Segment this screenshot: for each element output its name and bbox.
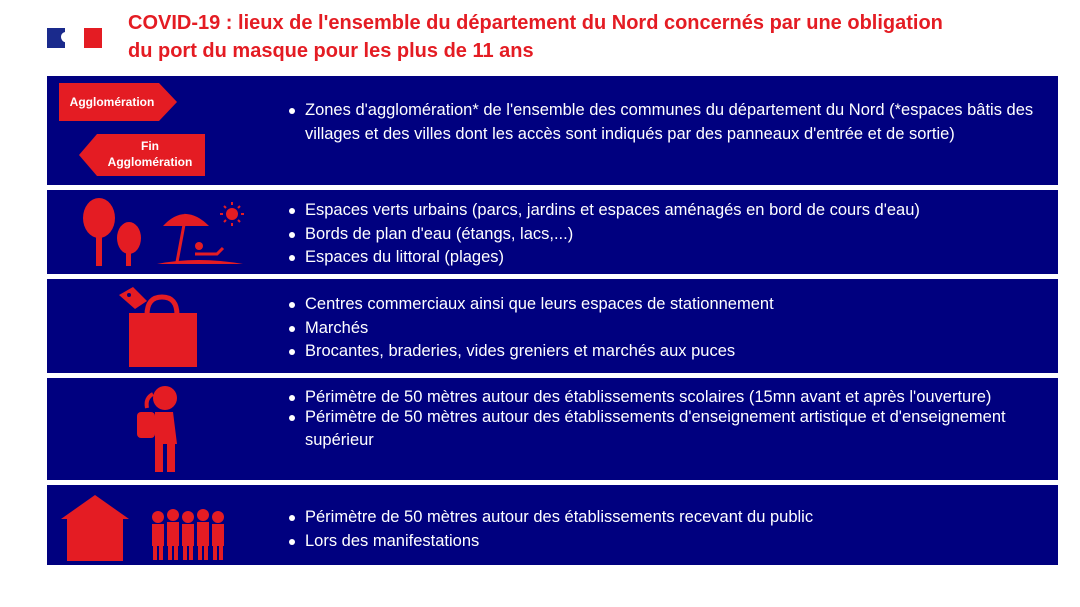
title-line-1: COVID-19 : lieux de l'ensemble du département du Nord concernés par une obligation — [128, 12, 943, 34]
row-public — [47, 485, 1058, 565]
republique-francaise-logo — [47, 28, 102, 48]
list-item: Bords de plan d'eau (étangs, lacs,...) — [287, 223, 1047, 247]
row-5-list — [287, 506, 1047, 553]
sign-entry-label: Agglomération — [69, 95, 155, 109]
list-item: Périmètre de 50 mètres autour des établissements d'enseignement artistique et d'enseignement supérieur — [287, 406, 1047, 453]
page-title — [128, 9, 1048, 65]
shopping-bag-icon — [117, 285, 201, 369]
sign-exit-line-1: Fin — [141, 139, 159, 153]
list-item: Périmètre de 50 mètres autour des établissements scolaires (15mn avant et après l'ouverture) — [287, 386, 1047, 410]
row-4-list — [287, 386, 1047, 453]
marianne-icon — [57, 30, 79, 46]
trees-beach-icon — [77, 196, 247, 268]
row-2-list — [287, 199, 1047, 270]
row-3-list — [287, 293, 1047, 364]
sign-exit-line-2: Agglomération — [107, 155, 193, 169]
title-line-2: du port du masque pour les plus de 11 ans — [128, 40, 534, 62]
row-green-spaces — [47, 190, 1058, 274]
student-icon — [133, 384, 185, 476]
row-shopping — [47, 279, 1058, 373]
list-item: Zones d'agglomération* de l'ensemble des communes du département du Nord (*espaces bâtis des villages et des villes dont les accès sont indiqués par des panneaux d'entrée et de sortie) — [287, 99, 1047, 146]
list-item: Brocantes, braderies, vides greniers et marchés aux puces — [287, 340, 1047, 364]
sign-exit-label — [97, 138, 203, 170]
building-crowd-icon — [61, 493, 243, 561]
list-item: Centres commerciaux ainsi que leurs espaces de stationnement — [287, 293, 1047, 317]
row-1-list — [287, 99, 1047, 146]
list-item: Lors des manifestations — [287, 530, 1047, 554]
list-item: Marchés — [287, 317, 1047, 341]
row-schools — [47, 378, 1058, 480]
list-item: Espaces du littoral (plages) — [287, 246, 1047, 270]
list-item: Périmètre de 50 mètres autour des établissements recevant du public — [287, 506, 1047, 530]
row-agglomeration — [47, 76, 1058, 185]
list-item: Espaces verts urbains (parcs, jardins et espaces aménagés en bord de cours d'eau) — [287, 199, 1047, 223]
